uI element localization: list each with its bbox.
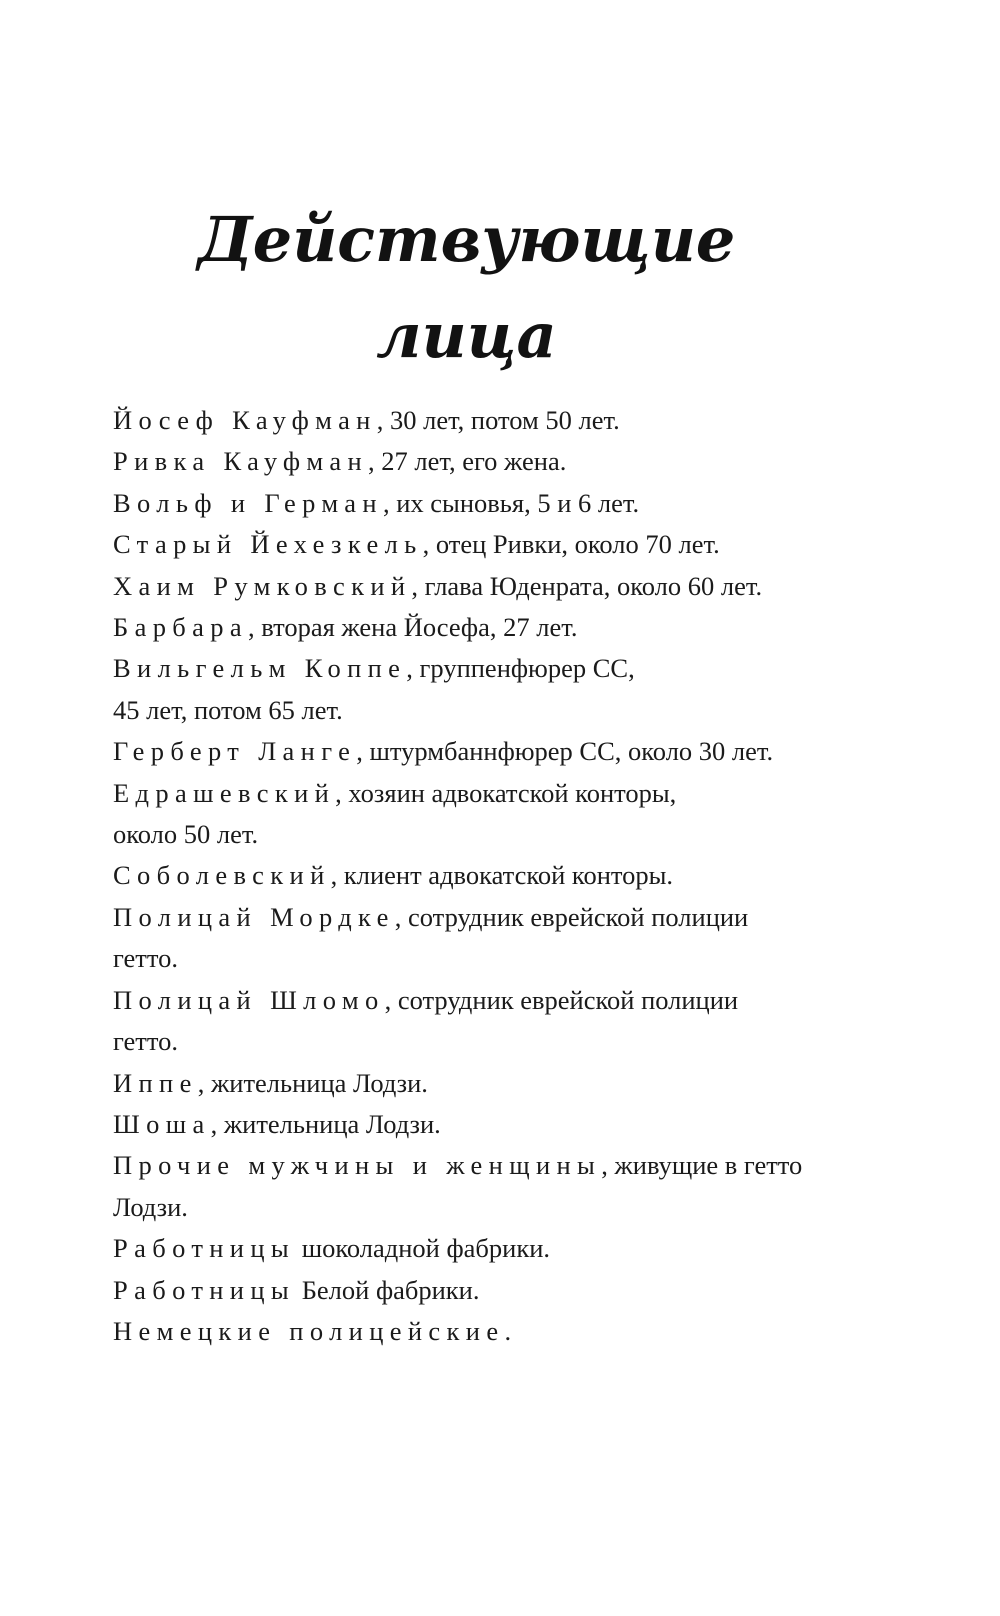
cast-desc: около 50 лет. [113, 819, 259, 850]
cast-name: Барбара [113, 612, 249, 643]
cast-name: Работницы [113, 1274, 296, 1305]
cast-name: Ривка Кауфман [113, 446, 369, 477]
cast-entry [113, 1228, 820, 1269]
cast-desc: , хозяин адвокатской конторы, [335, 777, 677, 808]
page-title-line-1: Действующие [197, 203, 736, 276]
page-title [113, 0, 820, 384]
cast-desc: Белой фабрики. [295, 1274, 480, 1305]
cast-entry [113, 1311, 820, 1352]
cast-entry-continuation [113, 1187, 820, 1228]
cast-desc: , клиент адвокатской конторы. [330, 860, 674, 891]
cast-entry [113, 1104, 820, 1145]
cast-entry [113, 1270, 820, 1311]
cast-entry [113, 855, 820, 896]
cast-entry [113, 731, 820, 772]
cast-name: Хаим Румковский [113, 570, 412, 601]
cast-desc: , живущие в гетто [601, 1150, 803, 1181]
cast-entry [113, 980, 820, 1021]
cast-entry [113, 441, 820, 482]
cast-entry [113, 1063, 820, 1104]
cast-desc: , 30 лет, потом 50 лет. [376, 405, 620, 435]
cast-name: Немецкие полицейские [113, 1315, 505, 1346]
cast-list [113, 400, 820, 1352]
cast-desc: . [504, 1315, 512, 1346]
cast-entry [113, 524, 820, 565]
cast-desc: гетто. [113, 1026, 178, 1057]
cast-entry [113, 607, 820, 648]
cast-desc: , глава Юденрата, около 60 лет. [411, 570, 763, 601]
page-title-line-2: лица [376, 299, 557, 372]
cast-name: Старый Йехезкель [113, 529, 423, 560]
cast-entry [113, 400, 820, 441]
cast-desc: , группенфюрер СС, [406, 653, 635, 684]
cast-desc: , жительница Лодзи. [197, 1067, 428, 1098]
cast-name: Соболевский [113, 860, 331, 891]
cast-name: Едрашевский [113, 777, 336, 808]
cast-name: Герберт Ланге [113, 736, 357, 767]
cast-name: Иппе [113, 1067, 198, 1098]
cast-desc: гетто. [113, 943, 178, 974]
cast-name: Полицай Мордке [113, 901, 395, 932]
cast-entry [113, 897, 820, 938]
cast-name: Прочие мужчины и женщины [113, 1150, 602, 1181]
cast-desc: , жительница Лодзи. [210, 1108, 441, 1139]
cast-desc: , отец Ривки, около 70 лет. [422, 529, 720, 560]
cast-entry-continuation [113, 1021, 820, 1062]
cast-desc: Лодзи. [113, 1191, 188, 1222]
cast-desc: , 27 лет, его жена. [368, 446, 567, 477]
cast-entry [113, 566, 820, 607]
cast-desc: , сотрудник еврейской полиции [394, 901, 749, 932]
cast-name: Вольф и Герман [113, 487, 383, 518]
cast-name: Йосеф Кауфман [113, 405, 377, 435]
cast-entry [113, 773, 820, 814]
cast-desc: , сотрудник еврейской полиции [384, 984, 739, 1015]
cast-desc: шоколадной фабрики. [295, 1233, 551, 1264]
cast-desc: , штурмбаннфюрер СС, около 30 лет. [356, 736, 774, 767]
cast-name: Шоша [113, 1108, 211, 1139]
cast-entry-continuation [113, 814, 820, 855]
cast-desc: , их сыновья, 5 и 6 лет. [382, 487, 640, 518]
cast-desc: , вторая жена Йосефа, 27 лет. [248, 612, 578, 643]
cast-name: Полицай Шломо [113, 984, 385, 1015]
cast-entry [113, 483, 820, 524]
cast-entry-continuation [113, 690, 820, 731]
cast-entry-continuation [113, 938, 820, 979]
cast-entry [113, 1145, 820, 1186]
cast-desc: 45 лет, потом 65 лет. [113, 694, 343, 725]
cast-name: Работницы [113, 1233, 296, 1264]
cast-entry [113, 648, 820, 689]
cast-name: Вильгельм Коппе [113, 653, 407, 684]
